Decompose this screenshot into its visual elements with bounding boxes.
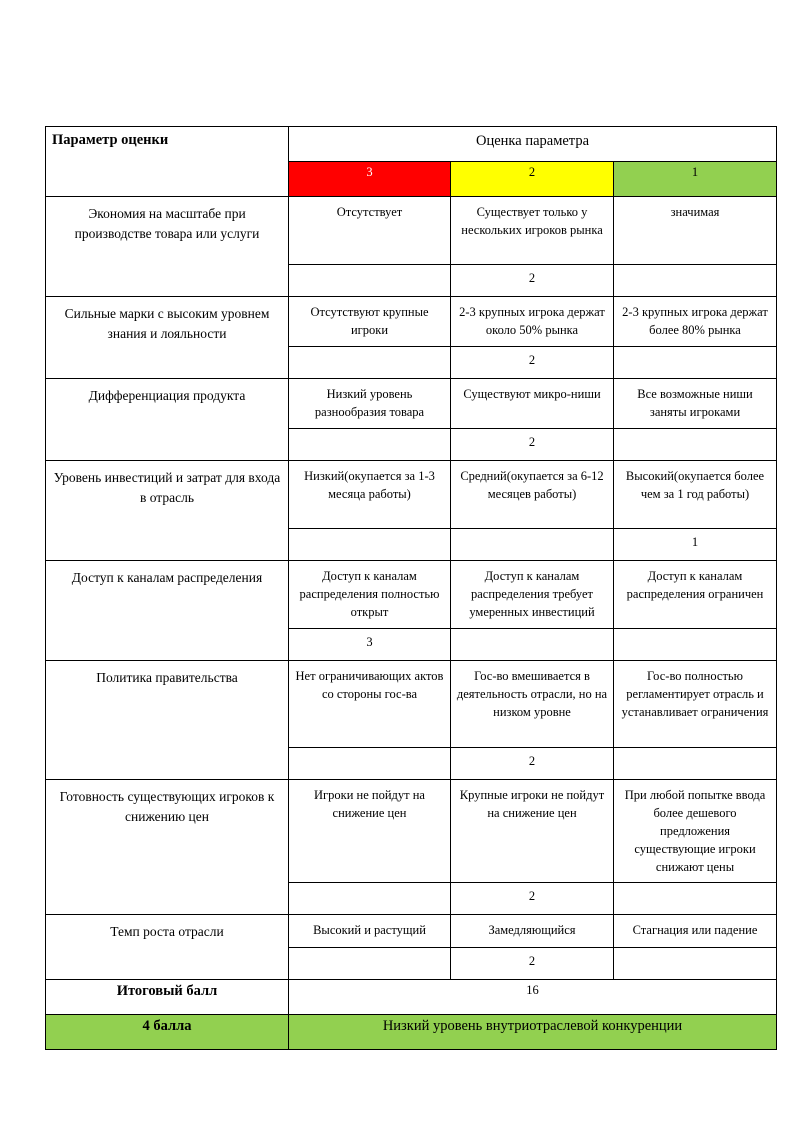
option-level-3: Отсутствует xyxy=(289,197,451,265)
option-level-2: Средний(окупается за 6-12 месяцев работы) xyxy=(451,461,614,529)
score-empty-cell xyxy=(451,629,614,661)
option-level-2: Замедляющийся xyxy=(451,915,614,948)
option-level-1: значимая xyxy=(614,197,777,265)
level-3-cell: 3 xyxy=(289,162,451,197)
score-empty-cell xyxy=(289,948,451,980)
score-empty-cell xyxy=(614,948,777,980)
criterion-name: Уровень инвестиций и затрат для входа в отрасль xyxy=(46,461,289,561)
option-level-1: При любой попытке ввода более дешевого предложения существующие игроки снижают цены xyxy=(614,780,777,883)
rating-header: Оценка параметра xyxy=(289,127,777,162)
score-empty-cell xyxy=(289,265,451,297)
param-header: Параметр оценки xyxy=(46,127,289,197)
criterion-name: Темп роста отрасли xyxy=(46,915,289,980)
option-level-3: Высокий и растущий xyxy=(289,915,451,948)
score-empty-cell xyxy=(451,529,614,561)
score-value: 2 xyxy=(451,429,614,461)
score-empty-cell xyxy=(614,748,777,780)
criterion-row xyxy=(46,661,777,748)
option-level-3: Доступ к каналам распределения полностью открыт xyxy=(289,561,451,629)
score-value: 2 xyxy=(451,948,614,980)
level-2-cell: 2 xyxy=(451,162,614,197)
option-level-3: Отсутствуют крупные игроки xyxy=(289,297,451,347)
option-level-2: Существуют микро-ниши xyxy=(451,379,614,429)
criterion-row xyxy=(46,461,777,529)
option-level-3: Нет ограничивающих актов со стороны гос-ва xyxy=(289,661,451,748)
criterion-row xyxy=(46,297,777,347)
header-row xyxy=(46,127,777,162)
score-empty-cell xyxy=(289,429,451,461)
criterion-name: Сильные марки с высоким уровнем знания и лояльности xyxy=(46,297,289,379)
option-level-2: Гос-во вмешивается в деятельность отрасли, но на низком уровне xyxy=(451,661,614,748)
competition-assessment-table xyxy=(45,126,777,1050)
criterion-name: Экономия на масштабе при производстве товара или услуги xyxy=(46,197,289,297)
score-empty-cell xyxy=(289,347,451,379)
result-label: 4 балла xyxy=(46,1015,289,1050)
criterion-row xyxy=(46,780,777,883)
score-empty-cell xyxy=(614,429,777,461)
score-value: 2 xyxy=(451,265,614,297)
score-empty-cell xyxy=(289,748,451,780)
option-level-2: Существует только у нескольких игроков рынка xyxy=(451,197,614,265)
option-level-2: 2-3 крупных игрока держат около 50% рынка xyxy=(451,297,614,347)
criterion-row xyxy=(46,197,777,265)
criterion-name: Дифференциация продукта xyxy=(46,379,289,461)
level-1-cell: 1 xyxy=(614,162,777,197)
criterion-row xyxy=(46,915,777,948)
criterion-name: Доступ к каналам распределения xyxy=(46,561,289,661)
criterion-name: Политика правительства xyxy=(46,661,289,780)
option-level-1: Стагнация или падение xyxy=(614,915,777,948)
option-level-1: Гос-во полностью регламентирует отрасль и устанавливает ограничения xyxy=(614,661,777,748)
score-value: 3 xyxy=(289,629,451,661)
score-value: 2 xyxy=(451,347,614,379)
option-level-3: Низкий(окупается за 1-3 месяца работы) xyxy=(289,461,451,529)
criterion-name: Готовность существующих игроков к снижению цен xyxy=(46,780,289,915)
score-value: 2 xyxy=(451,748,614,780)
result-text: Низкий уровень внутриотраслевой конкуренции xyxy=(289,1015,777,1050)
option-level-1: Высокий(окупается более чем за 1 год работы) xyxy=(614,461,777,529)
total-row xyxy=(46,980,777,1015)
score-value: 1 xyxy=(614,529,777,561)
option-level-1: Доступ к каналам распределения ограничен xyxy=(614,561,777,629)
criterion-row xyxy=(46,379,777,429)
criterion-row xyxy=(46,561,777,629)
score-empty-cell xyxy=(614,347,777,379)
total-label: Итоговый балл xyxy=(46,980,289,1015)
score-empty-cell xyxy=(614,265,777,297)
option-level-3: Игроки не пойдут на снижение цен xyxy=(289,780,451,883)
result-row xyxy=(46,1015,777,1050)
score-value: 2 xyxy=(451,883,614,915)
option-level-3: Низкий уровень разнообразия товара xyxy=(289,379,451,429)
score-empty-cell xyxy=(614,629,777,661)
option-level-2: Доступ к каналам распределения требует умеренных инвестиций xyxy=(451,561,614,629)
option-level-2: Крупные игроки не пойдут на снижение цен xyxy=(451,780,614,883)
score-empty-cell xyxy=(289,529,451,561)
total-value: 16 xyxy=(289,980,777,1015)
option-level-1: 2-3 крупных игрока держат более 80% рынка xyxy=(614,297,777,347)
option-level-1: Все возможные ниши заняты игроками xyxy=(614,379,777,429)
score-empty-cell xyxy=(614,883,777,915)
score-empty-cell xyxy=(289,883,451,915)
